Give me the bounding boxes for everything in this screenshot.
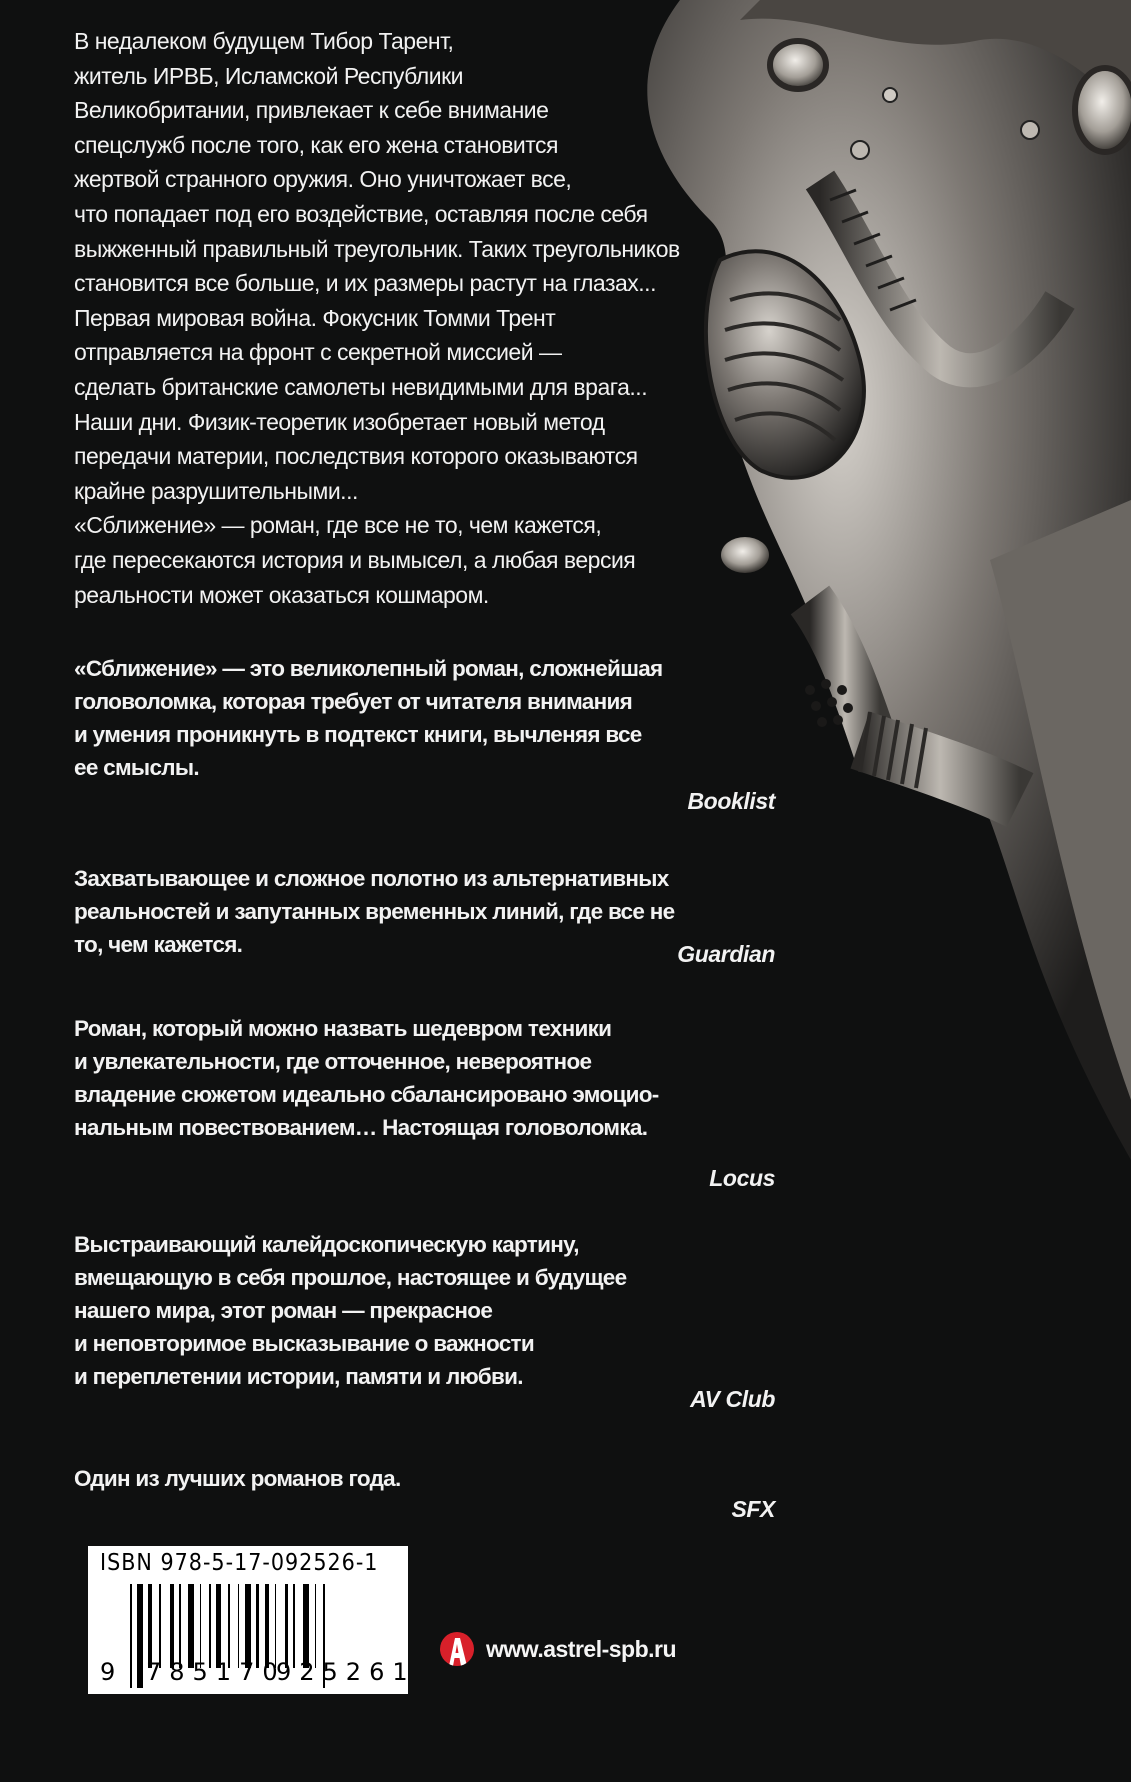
- review-line: нальным повествованием… Настоящая головоломка.: [74, 1115, 648, 1140]
- review-quote: [74, 652, 774, 784]
- review-line: Роман, который можно назвать шедевром техники: [74, 1016, 612, 1041]
- synopsis-line: что попадает под его воздействие, оставляя после себя: [74, 200, 648, 227]
- barcode-bar: [275, 1584, 276, 1668]
- synopsis: [74, 24, 714, 612]
- review-line: и неповторимое высказывание о важности: [74, 1331, 534, 1356]
- synopsis-line: «Сближение» — роман, где все не то, чем кажется,: [74, 512, 602, 539]
- publisher-logo-icon: [440, 1632, 474, 1666]
- review-source: SFX: [731, 1496, 775, 1522]
- barcode-bar: [130, 1584, 132, 1688]
- review-line: «Сближение» — это великолепный роман, сложнейшая: [74, 656, 663, 681]
- review-quote: [74, 862, 774, 961]
- barcode-digit-first: 9: [100, 1658, 124, 1686]
- synopsis-line: спецслужб после того, как его жена становится: [74, 131, 559, 158]
- review-line: и увлекательности, где отточенное, невероятное: [74, 1049, 592, 1074]
- review-quote: [74, 1228, 774, 1393]
- review-line: Захватывающее и сложное полотно из альтернативных: [74, 866, 669, 891]
- barcode-bar: [315, 1584, 316, 1668]
- synopsis-line: где пересекаются история и вымысел, а любая версия: [74, 546, 636, 573]
- synopsis-line: жертвой странного оружия. Оно уничтожает все,: [74, 166, 572, 193]
- review-source: Booklist: [687, 788, 775, 814]
- review-line: головоломка, которая требует от читателя внимания: [74, 689, 633, 714]
- barcode-bar: [256, 1584, 259, 1668]
- review-line: и умения проникнуть в подтекст книги, вычленяя все: [74, 722, 642, 747]
- barcode-bar: [228, 1584, 230, 1668]
- review-line: то, чем кажется.: [74, 932, 243, 957]
- review-line: владение сюжетом идеально сбалансировано эмоцио-: [74, 1082, 659, 1107]
- barcode-bar: [200, 1584, 201, 1668]
- review-source: AV Club: [690, 1386, 775, 1412]
- barcode-bar: [209, 1584, 211, 1668]
- barcode-digits-left: 785170: [146, 1658, 286, 1686]
- synopsis-line: становится все больше, и их размеры растут на глазах...: [74, 270, 656, 297]
- barcode-bar: [245, 1584, 251, 1668]
- review-quote: [74, 1012, 774, 1144]
- review-line: вмещающую в себя прошлое, настоящее и будущее: [74, 1265, 627, 1290]
- barcode-bar: [265, 1584, 269, 1668]
- barcode-bar: [188, 1584, 194, 1668]
- isbn-label: ISBN 978-5-17-092526-1: [100, 1550, 379, 1576]
- publisher: [440, 1632, 676, 1666]
- synopsis-line: передачи материи, последствия которого оказываются: [74, 443, 638, 470]
- review-line: Один из лучших романов года.: [74, 1466, 401, 1491]
- publisher-url[interactable]: www.astrel-spb.ru: [486, 1635, 677, 1662]
- review-line: реальностей и запутанных временных линий, где все не: [74, 899, 675, 924]
- synopsis-line: отправляется на фронт с секретной миссией —: [74, 339, 562, 366]
- synopsis-line: крайне разрушительными...: [74, 477, 358, 504]
- synopsis-line: Наши дни. Физик-теоретик изобретает новый метод: [74, 408, 605, 435]
- barcode-bar: [148, 1584, 152, 1668]
- review-line: Выстраивающий калейдоскопическую картину,: [74, 1232, 579, 1257]
- artwork-body: [647, 0, 1131, 1160]
- synopsis-line: выжженный правильный треугольник. Таких треугольников: [74, 235, 680, 262]
- barcode-bar: [179, 1584, 181, 1668]
- review-quote: [74, 1462, 774, 1495]
- synopsis-line: сделать британские самолеты невидимыми для врага...: [74, 373, 648, 400]
- synopsis-line: реальности может оказаться кошмаром.: [74, 581, 489, 608]
- barcode-bar: [159, 1584, 161, 1668]
- review-line: ее смыслы.: [74, 755, 199, 780]
- barcode-bar: [303, 1584, 309, 1668]
- review-source: Locus: [709, 1165, 775, 1191]
- barcode-bar: [216, 1584, 221, 1668]
- barcode-bar: [170, 1584, 174, 1668]
- barcode-bar: [137, 1584, 143, 1688]
- synopsis-line: В недалеком будущем Тибор Тарент,: [74, 28, 454, 54]
- barcode-bar: [285, 1584, 288, 1668]
- synopsis-line: житель ИРВБ, Исламской Республики: [74, 62, 463, 89]
- review-source: Guardian: [677, 941, 775, 967]
- review-line: нашего мира, этот роман — прекрасное: [74, 1298, 493, 1323]
- synopsis-line: Великобритании, привлекает к себе внимание: [74, 97, 549, 124]
- review-line: и переплетении истории, памяти и любви.: [74, 1364, 523, 1389]
- barcode-digits-right: 925261: [276, 1658, 416, 1686]
- isbn-barcode: [88, 1546, 416, 1694]
- barcode-bar: [238, 1584, 239, 1668]
- synopsis-line: Первая мировая война. Фокусник Томми Трент: [74, 304, 556, 331]
- barcode-bar: [293, 1584, 295, 1668]
